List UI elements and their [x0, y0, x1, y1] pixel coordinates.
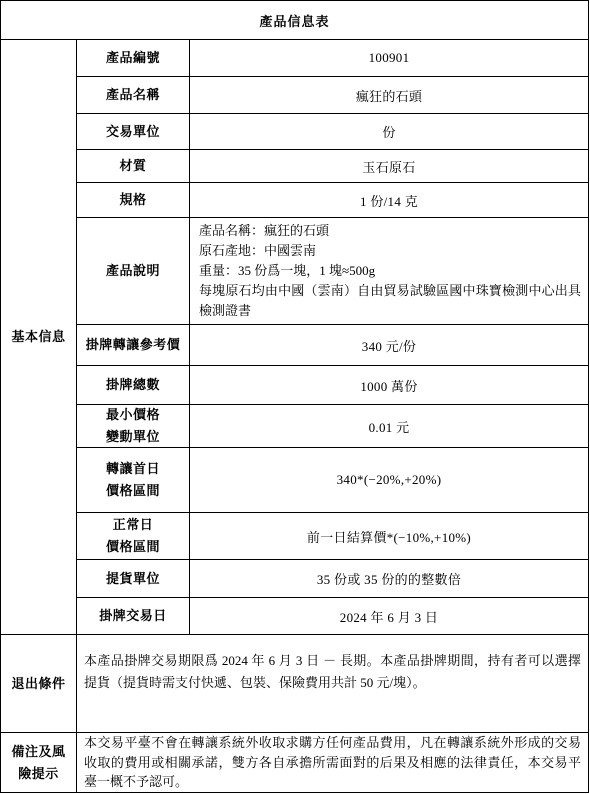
label-line: 變動單位 [105, 429, 160, 444]
exit-conditions-text [77, 635, 588, 732]
section-label-basic-info: 基本信息 [1, 40, 76, 634]
paragraph-line: 提貨（提貨時需支付快遞、包裝、保險費用共計 50 元/塊）。 [84, 675, 426, 690]
label-total-listed: 掛牌總數 [77, 366, 189, 404]
label-normal-day-price-range [77, 513, 189, 559]
label-listing-reference-price: 掛牌轉讓參考價 [77, 325, 189, 365]
paragraph-line: 臺一概不予認可。 [84, 774, 189, 789]
value-product-code: 100901 [190, 40, 588, 76]
label-product-name: 產品名稱 [77, 77, 189, 113]
table-title: 產品信息表 [1, 1, 588, 39]
description-line: 每塊原石均由中國（雲南）自由貿易試驗區國中珠寶檢測中心出具 [199, 283, 581, 298]
label-line: 險提示 [18, 765, 59, 781]
value-listing-trade-date: 2024 年 6 月 3 日 [190, 598, 588, 634]
label-min-price-tick [77, 405, 189, 447]
value-total-listed: 1000 萬份 [190, 366, 588, 404]
section-label-exit-conditions: 退出條件 [1, 635, 76, 732]
label-delivery-unit: 提貨單位 [77, 560, 189, 597]
label-line: 最小價格 [105, 407, 160, 422]
label-line: 備注及風 [11, 743, 66, 759]
label-product-code: 產品編號 [77, 40, 189, 76]
value-material: 玉石原石 [190, 150, 588, 182]
paragraph-line: 本產品掛牌交易期限爲 2024 年 6 月 3 日 － 長期。本產品掛牌期間，持有者可以選擇 [84, 653, 581, 668]
section-label-notes-risk [1, 733, 76, 792]
description-line: 產品名稱：瘋狂的石頭 [199, 223, 330, 238]
value-specification: 1 份/14 克 [190, 183, 588, 217]
value-first-day-price-range: 340*(−20%,+20%) [190, 448, 588, 512]
value-product-name: 瘋狂的石頭 [190, 77, 588, 113]
label-line: 價格區間 [105, 539, 160, 554]
value-trading-unit: 份 [190, 114, 588, 149]
description-line: 原石產地：中國雲南 [199, 243, 317, 258]
label-specification: 規格 [77, 183, 189, 217]
description-line: 檢測證書 [199, 303, 252, 318]
value-listing-reference-price: 340 元/份 [190, 325, 588, 365]
label-line: 正常日 [112, 517, 154, 532]
paragraph-line: 收取的費用或相關承諾，雙方各自承擔所需面對的后果及相應的法律責任，本交易平 [84, 754, 581, 770]
label-product-description: 產品說明 [77, 218, 189, 324]
paragraph-line: 本交易平臺不會在轉讓系統外收取求購方任何產品費用，凡在轉讓系統外形成的交易 [84, 735, 581, 750]
value-product-description [190, 218, 588, 324]
label-listing-trade-date: 掛牌交易日 [77, 598, 189, 634]
label-line: 轉讓首日 [105, 461, 160, 476]
value-min-price-tick: 0.01 元 [190, 405, 588, 447]
label-first-day-price-range [77, 448, 189, 512]
description-line: 重量：35 份爲一塊，1 塊≈500g [199, 263, 376, 278]
label-material: 材質 [77, 150, 189, 182]
label-line: 價格區間 [105, 483, 160, 498]
label-trading-unit: 交易單位 [77, 114, 189, 149]
notes-risk-text [77, 733, 588, 792]
value-delivery-unit: 35 份或 35 份的的整數倍 [190, 560, 588, 597]
value-normal-day-price-range: 前一日結算價*(−10%,+10%) [190, 513, 588, 559]
